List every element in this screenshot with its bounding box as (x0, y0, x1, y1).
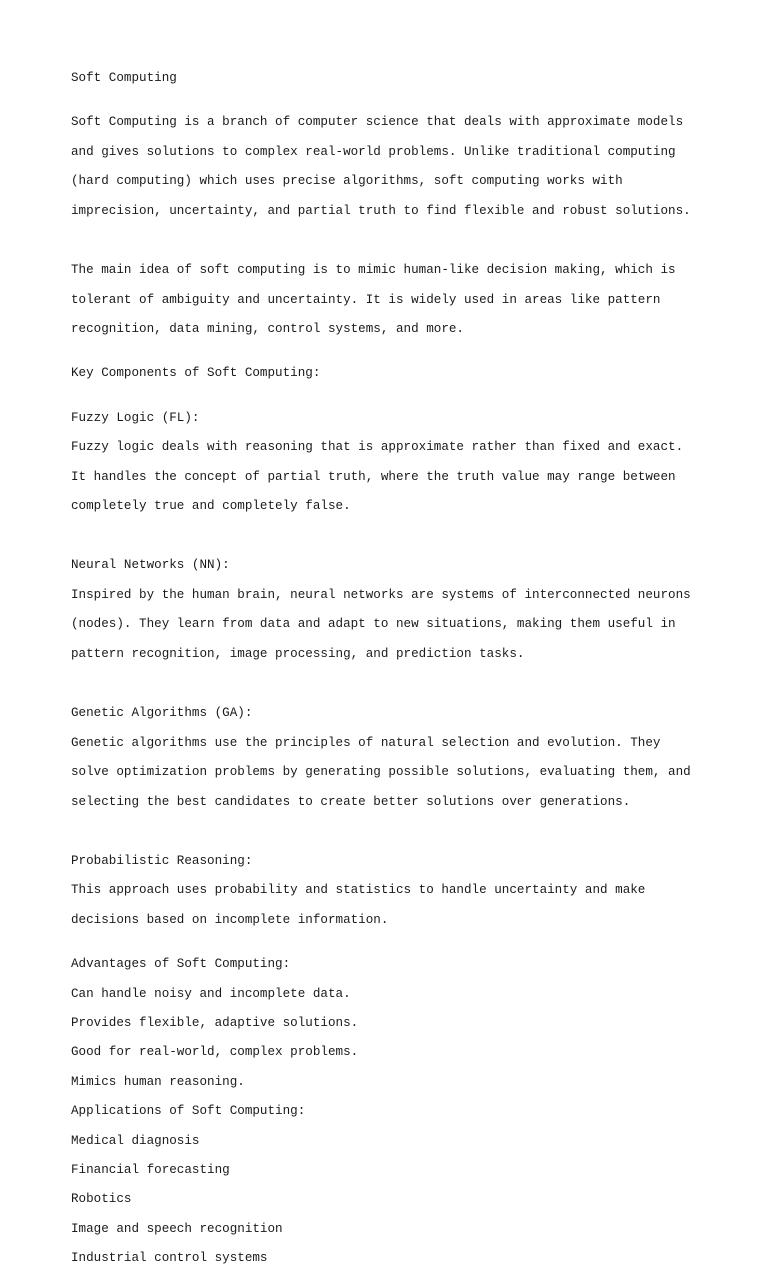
intro-line: (hard computing) which uses precise algorithms, soft computing works with (71, 174, 623, 189)
component-probabilistic-reasoning (71, 839, 708, 943)
main-idea-paragraph (71, 248, 708, 352)
advantages-heading: Advantages of Soft Computing: (71, 957, 291, 972)
component-line: pattern recognition, image processing, and prediction tasks. (71, 647, 525, 662)
intro-paragraph (71, 100, 708, 233)
component-heading: Genetic Algorithms (GA): (71, 706, 253, 721)
advantage-item: Provides flexible, adaptive solutions. (71, 1015, 359, 1030)
component-heading: Neural Networks (NN): (71, 558, 230, 573)
component-line: Fuzzy logic deals with reasoning that is approximate rather than fixed and exact. (71, 440, 684, 455)
component-fuzzy-logic (71, 396, 708, 529)
application-item: Industrial control systems (71, 1251, 268, 1266)
application-item: Medical diagnosis (71, 1133, 200, 1148)
component-line: (nodes). They learn from data and adapt to new situations, making them useful in (71, 617, 676, 632)
component-line: completely true and completely false. (71, 499, 351, 514)
application-item: Financial forecasting (71, 1162, 230, 1177)
application-item: Robotics (71, 1192, 132, 1207)
component-line: It handles the concept of partial truth, where the truth value may range between (71, 469, 676, 484)
main-idea-line: The main idea of soft computing is to mimic human-like decision making, which is (71, 262, 676, 277)
component-line: Inspired by the human brain, neural networks are systems of interconnected neurons (71, 587, 691, 602)
component-genetic-algorithms (71, 691, 708, 824)
component-heading: Probabilistic Reasoning: (71, 853, 253, 868)
component-line: solve optimization problems by generating possible solutions, evaluating them, and (71, 765, 691, 780)
component-line: This approach uses probability and statistics to handle uncertainty and make (71, 883, 646, 898)
main-idea-line: recognition, data mining, control systems, and more. (71, 322, 464, 337)
components-heading: Key Components of Soft Computing: (71, 366, 321, 381)
document-title: Soft Computing (71, 71, 177, 85)
intro-line: and gives solutions to complex real-world problems. Unlike traditional computing (71, 144, 676, 159)
applications-heading: Applications of Soft Computing: (71, 1104, 306, 1119)
component-neural-networks (71, 543, 708, 676)
intro-line: imprecision, uncertainty, and partial truth to find flexible and robust solutions. (71, 203, 691, 218)
advantage-item: Good for real-world, complex problems. (71, 1045, 359, 1060)
advantage-item: Can handle noisy and incomplete data. (71, 986, 351, 1001)
component-line: decisions based on incomplete information. (71, 913, 389, 927)
component-heading: Fuzzy Logic (FL): (71, 410, 200, 425)
component-line: Genetic algorithms use the principles of natural selection and evolution. They (71, 735, 661, 750)
main-idea-line: tolerant of ambiguity and uncertainty. It is widely used in areas like pattern (71, 292, 661, 307)
advantage-item: Mimics human reasoning. (71, 1074, 245, 1089)
intro-line: Soft Computing is a branch of computer science that deals with approximate models (71, 115, 684, 130)
component-line: selecting the best candidates to create better solutions over generations. (71, 794, 631, 809)
application-item: Image and speech recognition (71, 1221, 283, 1236)
